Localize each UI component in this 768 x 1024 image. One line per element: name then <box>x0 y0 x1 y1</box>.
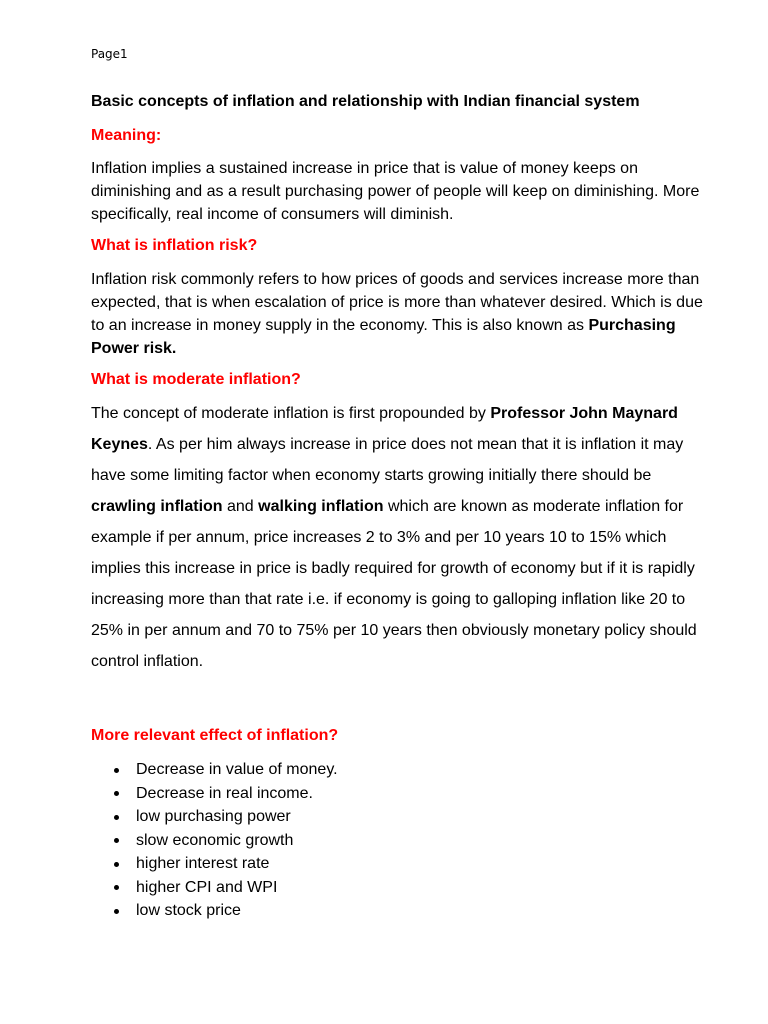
heading-inflation-risk: What is inflation risk? <box>91 237 258 254</box>
bullet-icon <box>114 885 119 890</box>
page-number: Page1 <box>91 47 128 61</box>
bullet-icon <box>114 862 119 867</box>
list-item <box>91 829 338 853</box>
moderate-bold-walking: walking inflation <box>258 498 384 515</box>
moderate-bold-crawling: crawling inflation <box>91 498 223 515</box>
effects-list <box>91 758 338 923</box>
moderate-text-4: which are known as moderate inflation for example if per annum, price increases 2 to 3% and per 10 years 10 to 15% which implies this increase in price is badly required for growth of economy but if it is rapidly increasing more than that rate i.e. if economy is going to galloping inflation like 20 to 25% in per annum and 70 to 75% per 10 years then obviously monetary policy should control inflation. <box>91 498 697 670</box>
list-item-text: low stock price <box>136 902 241 919</box>
list-item-text: Decrease in real income. <box>136 784 313 802</box>
heading-moderate-inflation: What is moderate inflation? <box>91 371 301 388</box>
list-item <box>91 758 338 782</box>
paragraph-inflation-risk <box>91 268 711 360</box>
document-title: Basic concepts of inflation and relationship with Indian financial system <box>91 93 640 110</box>
bullet-icon <box>114 768 119 773</box>
list-item-text: higher CPI and WPI <box>136 878 278 896</box>
list-item <box>91 899 338 923</box>
moderate-text-3: and <box>222 498 259 515</box>
list-item <box>91 876 338 900</box>
inflation-risk-bold-term: Purchasing Power risk. <box>91 317 676 357</box>
list-item-text: higher interest rate <box>136 855 270 872</box>
bullet-icon <box>114 815 119 820</box>
moderate-text-1: The concept of moderate inflation is first propounded by <box>91 405 491 422</box>
moderate-text-2: . As per him always increase in price does not mean that it is inflation it may have some limiting factor when economy starts growing initially there should be <box>91 436 684 484</box>
bullet-icon <box>114 909 119 914</box>
paragraph-meaning: Inflation implies a sustained increase in price that is value of money keeps on diminishing and as a result purchasing power of people will keep on diminishing. More specifically, real income of consumers will diminish. <box>91 160 700 223</box>
list-item-text: Decrease in value of money. <box>136 761 338 778</box>
list-item <box>91 805 338 829</box>
heading-meaning: Meaning: <box>91 127 162 144</box>
list-item <box>91 852 338 876</box>
bullet-icon <box>114 838 119 843</box>
inflation-risk-text: Inflation risk commonly refers to how prices of goods and services increase more than expected, that is when escalation of price is more than whatever desired. Which is due to an increase in money supply in the economy. This is also known as <box>91 271 703 334</box>
moderate-bold-keynes: Professor John Maynard Keynes <box>91 405 678 453</box>
heading-effects: More relevant effect of inflation? <box>91 727 339 744</box>
paragraph-moderate-inflation <box>91 398 711 677</box>
list-item <box>91 782 338 806</box>
bullet-icon <box>114 791 119 796</box>
list-item-text: low purchasing power <box>136 808 291 825</box>
list-item-text: slow economic growth <box>136 831 294 849</box>
